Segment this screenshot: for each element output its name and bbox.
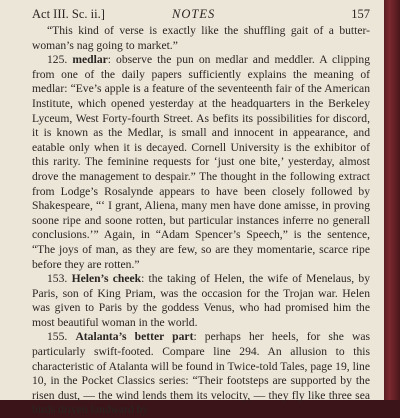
section-title: NOTES	[172, 7, 216, 21]
note-paragraph	[32, 53, 370, 272]
note-paragraph	[32, 330, 370, 418]
act-scene-label: Act III. Sc. ii.]	[32, 7, 105, 21]
note-paragraph	[32, 272, 370, 330]
note-term: Atalanta’s better part	[75, 330, 194, 344]
note-term: medlar	[72, 53, 108, 67]
notes-body	[32, 24, 370, 418]
page-number: 157	[351, 7, 370, 21]
line-number: 153.	[47, 272, 68, 286]
note-text: “This kind of verse is exactly like the shuffling gait of a butter-woman’s nag going to market.”	[32, 24, 370, 52]
note-term: Helen’s cheek	[71, 272, 142, 286]
running-header	[32, 7, 370, 23]
book-cover-edge	[384, 0, 400, 400]
note-text: : the taking of Helen, the wife of Menelaus, by Paris, son of King Priam, was the occasion for the Trojan war. Helen was given to Paris by the goddess Venus, who had promised him the most beautiful woman in the world.	[32, 272, 370, 329]
line-number: 125.	[47, 53, 68, 67]
note-text: : observe the pun on medlar and meddler. A clipping from one of the daily papers sufficiently explains the meaning of medlar: “Eve’s apple is a feature of the seventeenth fair of the American Institute, which opened yesterday at the headquarters in the Berkeley Lyceum, West Forty-fourth Street. As befits its possibilities for discord, it is known as the Medlar, is small and innocent in appearance, and eatable only when it is decayed. Cornell University is the exhibitor of this rarity. The feminine requests for ‘just one bite,’ yesterday, almost drove the management to despair.” The thought in the following extract from Lodge’s Rosalynde appears to have been closely followed by Shakespeare, “‘ I grant, Aliena, many men have done amisse, in proving soone ripe and soone rotten, but particular instances inferre no generall conclusions.’” Again, in “Adam Spencer’s Speech,” is the sentence, “The joys of man, as they are few, so are they momentarie, scarce ripe before they are rotten.”	[32, 53, 370, 271]
line-number: 155.	[47, 330, 68, 344]
note-paragraph	[32, 24, 370, 53]
note-text: : perhaps her heels, for she was particularly swift-footed. Compare line 294. An allusion to this characteristic of Atalanta will be found in Twice-told Tales, page 19, line 10, in the Pocket Classics series: “Their footsteps are supported by the risen dust, — the wind lends them its velocity, — they fly like three sea birds driven landward by	[32, 330, 370, 417]
